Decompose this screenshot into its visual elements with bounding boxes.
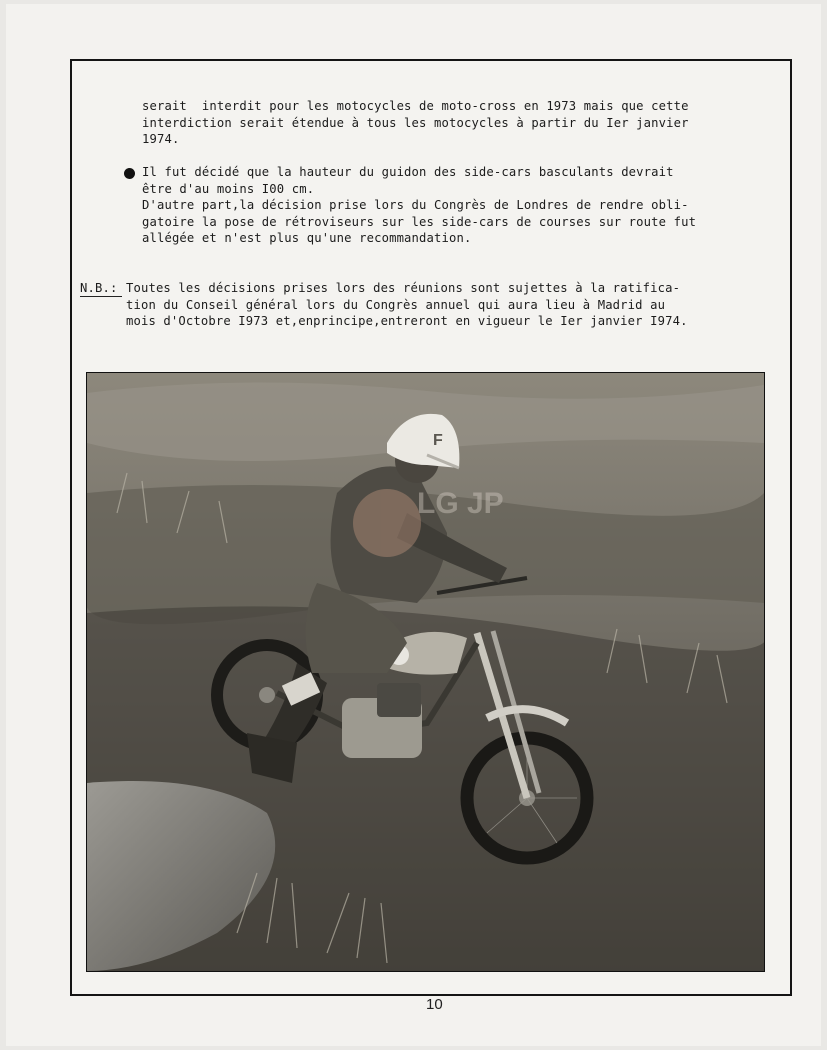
note-label: N.B.: [80, 281, 118, 295]
watermark-text: LG JP [417, 487, 504, 520]
page-number: 10 [426, 996, 443, 1013]
note-text: Toutes les décisions prises lors des réunions sont sujettes à la ratifica- tion du Conseil général lors du Congrès annuel qui aura lieu à Madrid au mois d'Octobre I973 et,enprincipe,entreront en vigueur le Ier janvier I974. [126, 281, 688, 328]
bullet-icon [124, 168, 135, 179]
motocross-photo [86, 372, 765, 972]
paragraph-sidecar-rules: Il fut décidé que la hauteur du guidon des side-cars basculants devrait être d'au moins I00 cm. D'autre part,la décision prise lors du Congrès de Londres de rendre obli- gatoire la pose de rétroviseurs sur les side-cars de courses sur route fut allégée et n'est plus qu'une recommandation. [142, 165, 697, 245]
note-label-underline [80, 296, 122, 297]
motorcycle-rider-image [87, 373, 764, 971]
paragraph-continuation: serait interdit pour les motocycles de moto-cross en 1973 mais que cette interdiction serait étendue à tous les motocycles à partir du Ier janvier 1974. [142, 99, 689, 146]
helmet-lettering: F [433, 432, 443, 449]
